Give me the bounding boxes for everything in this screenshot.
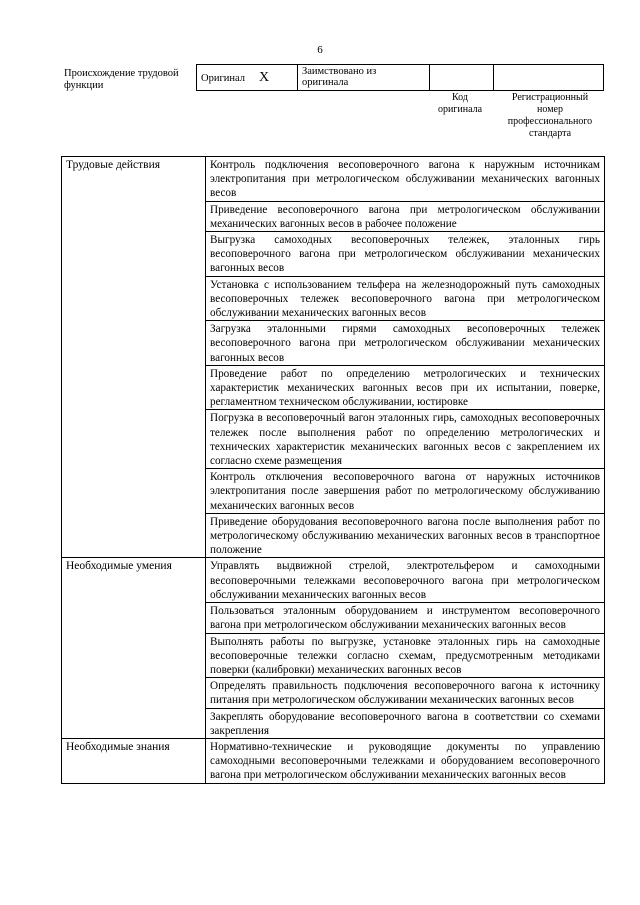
list-item: Приведение весоповерочного вагона при метрологическом обслуживании механических вагонных весов в рабочее положение bbox=[206, 202, 604, 232]
list-item: Загрузка эталонными гирями самоходных весоповерочных тележек весоповерочного вагона при метрологическом обслуживании механических вагонных весов bbox=[206, 321, 604, 366]
list-item: Выполнять работы по выгрузке, установке эталонных гирь на самоходные весоповерочные тележки согласно схемам, предусмотренным методиками поверки (калибровки) механических вагонных весов bbox=[206, 634, 604, 679]
original-label: Оригинал bbox=[201, 72, 245, 84]
origin-label: Происхождение трудовой функции bbox=[64, 68, 179, 91]
section-row bbox=[62, 738, 605, 783]
reg-number-caption: Регистрационный номер профессионального стандарта bbox=[507, 92, 593, 139]
list-item: Установка с использованием тельфера на железнодорожный путь самоходных весоповерочных тележек весоповерочного вагона при метрологическом обслуживании механических вагонных весов bbox=[206, 277, 604, 322]
original-cell bbox=[197, 65, 298, 91]
list-item: Проведение работ по определению метрологических и технических характеристик механических вагонных весов при их испытании, поверке, регламентном техническом обслуживании, юстировке bbox=[206, 366, 604, 411]
list-item: Определять правильность подключения весоповерочного вагона к источнику питания при метрологическом обслуживании механических вагонных весов bbox=[206, 678, 604, 708]
reg-number-cell bbox=[494, 65, 604, 91]
section-label: Трудовые действия bbox=[62, 157, 206, 558]
list-item: Пользоваться эталонным оборудованием и инструментом весоповерочного вагона при метрологическом обслуживании механических вагонных весов bbox=[206, 603, 604, 633]
list-item: Выгрузка самоходных весоповерочных тележек, эталонных гирь весоповерочного вагона при метрологическом обслуживании механических вагонных весов bbox=[206, 232, 604, 277]
borrowed-label: Заимствовано из оригинала bbox=[302, 66, 377, 88]
list-item: Контроль подключения весоповерочного вагона к наружным источникам электропитания при метрологическом обслуживании механических вагонных весов bbox=[206, 157, 604, 202]
original-mark: X bbox=[259, 69, 270, 85]
page-number: 6 bbox=[317, 44, 323, 56]
code-caption: Код оригинала bbox=[437, 92, 483, 115]
list-item: Нормативно-технические и руководящие документы по управлению самоходными весоповерочными тележками и оборудованием весоповерочного вагона при метрологическом обслуживании механических вагонных весов bbox=[210, 740, 600, 782]
list-item: Погрузка в весоповерочный вагон эталонных гирь, самоходных весоповерочных тележек после выполнения работ по определению метрологических и технических характеристик механических вагонных весов с закреплением их согласно схеме размещения bbox=[206, 410, 604, 469]
code-cell bbox=[430, 65, 494, 91]
section-label: Необходимые знания bbox=[62, 738, 206, 783]
section-row bbox=[62, 558, 605, 738]
list-item: Управлять выдвижной стрелой, электротельфером и самоходными весоповерочными тележками весоповерочного вагона при метрологическом обслуживании механических вагонных весов bbox=[206, 558, 604, 603]
list-item: Контроль отключения весоповерочного вагона от наружных источников электропитания после завершения работ по метрологическому обслуживанию механических вагонных весов bbox=[206, 469, 604, 514]
function-table bbox=[61, 156, 605, 784]
section-label: Необходимые умения bbox=[62, 558, 206, 738]
section-row bbox=[62, 157, 605, 558]
section-items bbox=[206, 157, 605, 558]
section-items bbox=[206, 558, 605, 738]
section-items bbox=[206, 738, 605, 783]
list-item: Приведение оборудования весоповерочного вагона после выполнения работ по метрологическому обслуживанию механических вагонных весов в транспортное положение bbox=[210, 515, 600, 557]
list-item: Закреплять оборудование весоповерочного вагона в соответствии со схемами закрепления bbox=[210, 710, 600, 737]
origin-table bbox=[196, 64, 604, 91]
borrowed-cell bbox=[298, 65, 430, 91]
